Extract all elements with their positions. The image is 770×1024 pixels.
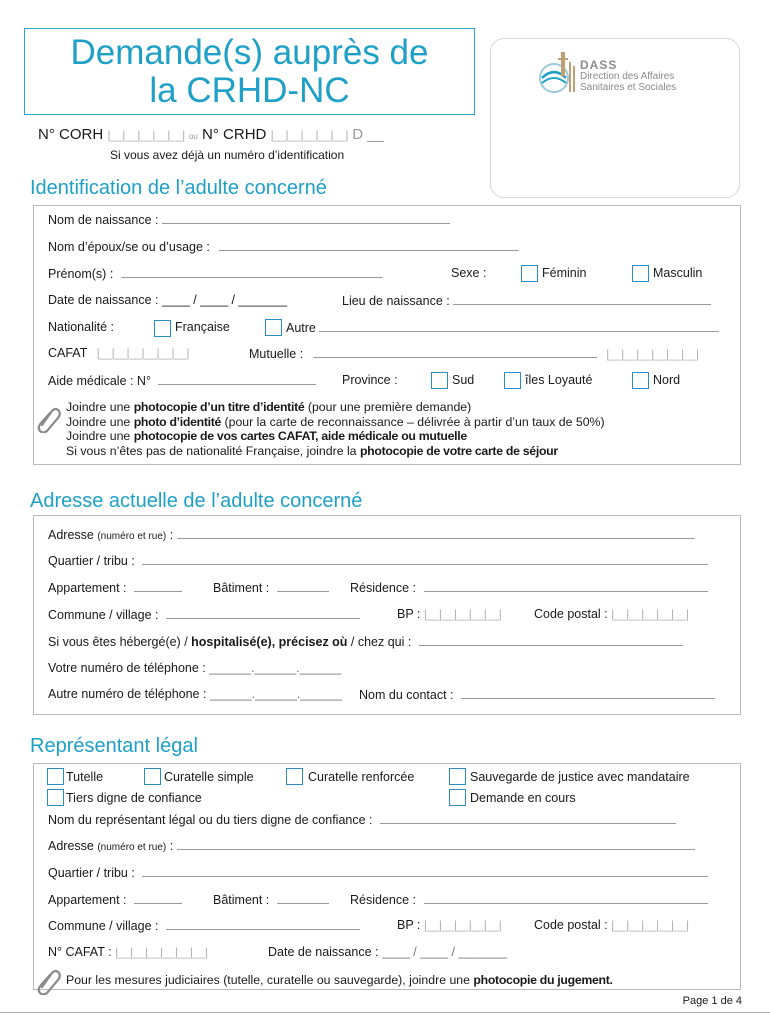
nationality-label: Nationalité : xyxy=(48,320,115,334)
rep-cafat-row xyxy=(48,945,207,959)
dass-logo-icon xyxy=(534,48,580,98)
attachment-note-3 xyxy=(66,429,467,444)
rep-apartment-field[interactable] xyxy=(134,892,182,904)
rep-birth-date-field[interactable]: ____ / ____ / _______ xyxy=(381,945,508,959)
guardianship-checkbox[interactable] xyxy=(47,768,64,785)
male-checkbox[interactable] xyxy=(632,265,649,282)
note-1-text: Joindre une xyxy=(66,400,134,414)
reinforced-curatorship-label: Curatelle renforcée xyxy=(308,770,415,784)
mutuelle-number-input[interactable]: |__|__|__|__|__|__| xyxy=(606,347,699,361)
phone-field[interactable]: ______.______.______ xyxy=(209,661,342,675)
po-box-row xyxy=(397,607,501,621)
rep-apartment-row xyxy=(48,892,182,907)
other-nationality-row xyxy=(286,320,719,335)
building-field[interactable] xyxy=(277,580,329,592)
rep-postal-code-input[interactable]: |__|__|__|__|__| xyxy=(611,918,689,932)
rep-address-row: Adresse (numéro et rue) : xyxy=(48,838,695,853)
crhd-label: N° CRHD xyxy=(202,126,267,143)
note-2-tail: (pour la carte de reconnaissance – délivrée à partir d’un taux de 50%) xyxy=(221,414,605,429)
safeguard-checkbox[interactable] xyxy=(449,768,466,785)
rep-district-label: Quartier / tribu : xyxy=(48,866,135,880)
identifier-line xyxy=(38,126,384,143)
document-title xyxy=(24,28,475,115)
cafat-input[interactable]: |__|__|__|__|__|__| xyxy=(96,346,190,360)
note-4-text: Si vous n’êtes pas de nationalité Française, joindre la xyxy=(66,443,360,458)
dass-logo-text xyxy=(580,60,676,93)
postal-code-input[interactable]: |__|__|__|__|__| xyxy=(611,607,689,621)
note-3-text: Joindre une xyxy=(66,429,134,443)
hosted-field[interactable] xyxy=(419,634,683,646)
residence-row xyxy=(350,580,708,595)
birth-date-label: Date de naissance : xyxy=(48,293,159,307)
hosted-tail: / chez qui : xyxy=(347,635,412,649)
section-title-address: Adresse actuelle de l’adulte concerné xyxy=(30,490,363,512)
address-label: Adresse xyxy=(48,528,94,542)
apartment-row xyxy=(48,580,182,595)
postal-code-label: Code postal : xyxy=(534,607,608,621)
phone-label: Votre numéro de téléphone : xyxy=(48,661,206,675)
corh-input[interactable]: |__|__|__|__|__| xyxy=(107,128,185,142)
first-name-label: Prénom(s) : xyxy=(48,267,114,281)
attachment-note-2 xyxy=(66,415,605,430)
rep-po-box-input[interactable]: |__|__|__|__|__| xyxy=(423,918,502,932)
note-1-bold: photocopie d’un titre d’identité xyxy=(133,400,305,414)
district-field[interactable] xyxy=(142,553,708,565)
address-hint: (numéro et rue) xyxy=(97,531,167,542)
medical-aid-field[interactable] xyxy=(158,373,316,385)
french-checkbox[interactable] xyxy=(154,320,171,337)
province-label: Province : xyxy=(342,373,398,387)
district-label: Quartier / tribu : xyxy=(48,554,135,568)
other-nationality-label: Autre xyxy=(286,321,316,335)
birth-date-row xyxy=(48,293,287,307)
phone-row xyxy=(48,661,341,675)
south-checkbox[interactable] xyxy=(431,372,448,389)
title-line-1: Demande(s) auprès de xyxy=(70,32,429,72)
rep-district-field[interactable] xyxy=(142,865,708,877)
loyalty-islands-label: îles Loyauté xyxy=(525,373,593,387)
footer-divider xyxy=(0,1012,770,1013)
contact-name-row xyxy=(359,687,715,702)
other-phone-label: Autre numéro de téléphone : xyxy=(48,687,207,701)
contact-name-label: Nom du contact : xyxy=(359,688,454,702)
spouse-name-label: Nom d’époux/se ou d’usage : xyxy=(48,240,210,254)
corh-label: N° CORH xyxy=(38,126,104,143)
rep-town-row xyxy=(48,918,360,933)
district-row xyxy=(48,553,708,568)
rep-postal-code-row xyxy=(534,918,689,932)
building-label: Bâtiment : xyxy=(213,581,270,595)
first-name-field[interactable] xyxy=(121,266,383,278)
apartment-label: Appartement : xyxy=(48,581,127,595)
rep-apartment-label: Appartement : xyxy=(48,893,127,907)
rep-name-label: Nom du représentant légal ou du tiers digne de confiance : xyxy=(48,813,373,827)
rep-name-row xyxy=(48,812,676,827)
or-label: ou xyxy=(188,132,198,141)
mutuelle-row xyxy=(249,346,699,361)
rep-building-field[interactable] xyxy=(277,892,329,904)
contact-name-field[interactable] xyxy=(461,687,715,699)
spouse-name-field[interactable] xyxy=(219,239,519,251)
note-3-bold: photocopie de vos cartes CAFAT, aide médicale ou mutuelle xyxy=(133,429,467,443)
apartment-field[interactable] xyxy=(134,580,182,592)
judgment-note xyxy=(66,973,613,988)
rep-birth-date-label: Date de naissance : xyxy=(268,945,379,959)
identifier-note: Si vous avez déjà un numéro d’identification xyxy=(110,148,345,162)
spouse-name-row xyxy=(48,239,519,254)
other-phone-field[interactable]: ______.______.______ xyxy=(209,687,343,701)
birth-name-label: Nom de naissance : xyxy=(48,213,159,227)
hosted-row xyxy=(48,634,683,649)
section-title-legal-rep: Représentant légal xyxy=(30,735,198,757)
residence-field[interactable] xyxy=(424,580,708,592)
po-box-label: BP : xyxy=(397,607,421,621)
rep-po-box-row xyxy=(397,918,501,932)
sex-label: Sexe : xyxy=(451,266,487,280)
logo-line-2: Sanitaires et Sociales xyxy=(580,82,677,93)
safeguard-label: Sauvegarde de justice avec mandataire xyxy=(470,770,690,784)
cafat-row xyxy=(48,346,189,360)
reinforced-curatorship-checkbox[interactable] xyxy=(286,768,303,785)
rep-cafat-label: N° CAFAT : xyxy=(48,945,112,959)
rep-birth-date-row xyxy=(268,945,507,959)
birth-place-row xyxy=(342,293,711,308)
birth-date-field[interactable]: ____ / ____ / _______ xyxy=(161,293,288,307)
medical-aid-row xyxy=(48,373,316,388)
simple-curatorship-checkbox[interactable] xyxy=(144,768,161,785)
rep-town-field[interactable] xyxy=(166,918,360,930)
birth-place-field[interactable] xyxy=(453,293,711,305)
rep-residence-field[interactable] xyxy=(424,892,708,904)
crhd-input[interactable]: |__|__|__|__|__| xyxy=(270,128,349,142)
mutuelle-field[interactable] xyxy=(313,346,597,358)
birth-name-row xyxy=(48,212,450,227)
judgment-note-bold: photocopie du jugement. xyxy=(473,973,613,987)
hosted-label: Si vous êtes hébergé(e) / xyxy=(48,635,192,649)
pending-request-label: Demande en cours xyxy=(470,791,576,805)
pending-request-checkbox[interactable] xyxy=(449,789,466,806)
first-name-row xyxy=(48,266,383,281)
rep-district-row xyxy=(48,865,708,880)
cafat-label: CAFAT xyxy=(48,346,88,360)
title-line-2: la CRHD-NC xyxy=(149,70,350,110)
other-phone-row xyxy=(48,687,342,701)
mutuelle-label: Mutuelle : xyxy=(249,347,304,361)
attachment-note-4 xyxy=(66,444,558,459)
guardianship-label: Tutelle xyxy=(66,770,104,784)
female-label: Féminin xyxy=(542,266,587,280)
rep-residence-row xyxy=(350,892,708,907)
attachment-note-1 xyxy=(66,400,471,415)
rep-building-row xyxy=(213,892,329,907)
rep-residence-label: Résidence : xyxy=(350,893,417,907)
building-row xyxy=(213,580,329,595)
rep-name-field[interactable] xyxy=(380,812,676,824)
note-4-bold: photocopie de votre carte de séjour xyxy=(359,443,558,458)
note-2-bold: photo d’identité xyxy=(133,414,222,429)
town-field[interactable] xyxy=(166,607,360,619)
simple-curatorship-label: Curatelle simple xyxy=(164,770,254,784)
logo-line-1: Direction des Affaires xyxy=(580,71,675,82)
birth-name-field[interactable] xyxy=(162,212,450,224)
rep-town-label: Commune / village : xyxy=(48,919,159,933)
trusted-third-party-checkbox[interactable] xyxy=(47,789,64,806)
residence-label: Résidence : xyxy=(350,581,417,595)
rep-address-field[interactable] xyxy=(177,838,695,850)
po-box-input[interactable]: |__|__|__|__|__| xyxy=(423,607,502,621)
rep-building-label: Bâtiment : xyxy=(213,893,270,907)
medical-aid-label: Aide médicale : N° xyxy=(48,374,151,388)
north-checkbox[interactable] xyxy=(632,372,649,389)
rep-postal-code-label: Code postal : xyxy=(534,918,608,932)
other-nationality-checkbox[interactable] xyxy=(265,319,282,336)
logo-name: DASS xyxy=(580,58,618,72)
address-row: Adresse (numéro et rue) : xyxy=(48,527,695,542)
note-2-text: Joindre une xyxy=(66,414,134,429)
birth-place-label: Lieu de naissance : xyxy=(342,294,450,308)
note-1-tail: (pour une première demande) xyxy=(304,400,472,414)
trusted-third-party-label: Tiers digne de confiance xyxy=(66,791,202,805)
postal-code-row xyxy=(534,607,689,621)
female-checkbox[interactable] xyxy=(521,265,538,282)
town-row xyxy=(48,607,360,622)
male-label: Masculin xyxy=(653,266,703,280)
french-label: Française xyxy=(175,320,230,334)
address-field[interactable] xyxy=(177,527,695,539)
crhd-suffix[interactable]: D __ xyxy=(352,126,384,143)
judgment-note-text: Pour les mesures judiciaires (tutelle, curatelle ou sauvegarde), joindre une xyxy=(66,973,474,987)
north-label: Nord xyxy=(653,373,681,387)
loyalty-islands-checkbox[interactable] xyxy=(504,372,521,389)
rep-address-label: Adresse xyxy=(48,839,94,853)
rep-cafat-input[interactable]: |__|__|__|__|__|__| xyxy=(115,945,208,959)
rep-address-hint: (numéro et rue) xyxy=(97,842,167,853)
hosted-bold: hospitalisé(e), précisez où xyxy=(191,635,348,649)
paperclip-icon xyxy=(34,405,62,433)
page-number: Page 1 de 4 xyxy=(682,995,742,1007)
other-nationality-field[interactable] xyxy=(319,320,719,332)
town-label: Commune / village : xyxy=(48,608,159,622)
south-label: Sud xyxy=(452,373,475,387)
section-title-identification: Identification de l’adulte concerné xyxy=(30,177,327,199)
rep-po-box-label: BP : xyxy=(397,918,421,932)
paperclip-icon-2 xyxy=(34,967,62,995)
